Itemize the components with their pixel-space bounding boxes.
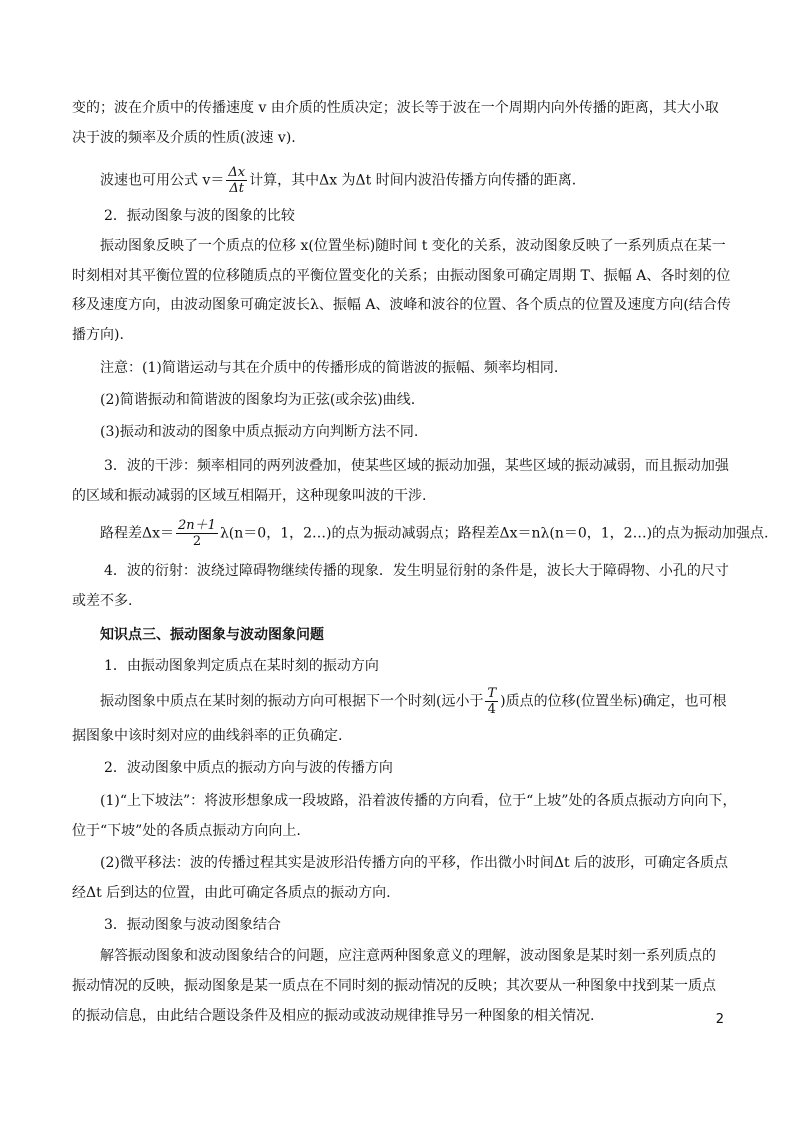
- formula-text: 路程差Δx＝: [100, 525, 175, 542]
- knowledge-point-title: 知识点三、振动图象与波动图象问题: [100, 627, 324, 643]
- formula-line-wave-speed: [100, 165, 724, 196]
- paragraph-line: 振动图象反映了一个质点的位移 x(位置坐标)随时间 t 变化的关系，波动图象反映了一系列质点在某一: [100, 238, 726, 254]
- method-line: (1)“上下坡法”：将波形想象成一段坡路，沿着波传播的方向看，位于“上坡”处的各质点振动方向向下，: [100, 793, 737, 809]
- formula-text: 计算，其中Δx 为Δt 时间内波沿传播方向传播的距离.: [249, 172, 577, 189]
- fraction-denominator: 2: [192, 534, 202, 549]
- paragraph-line: 变的；波在介质中的传播速度 v 由介质的性质决定；波长等于波在一个周期内向外传播的距离，其大小取: [72, 100, 719, 116]
- fraction-dx-dt: [226, 165, 247, 196]
- paragraph-line: 播方向).: [72, 327, 124, 343]
- section-heading: 3．振动图象与波动图象结合: [104, 917, 281, 933]
- note-line: 注意：(1)简谐运动与其在介质中的传播形成的简谐波的振幅、频率均相同.: [100, 360, 559, 376]
- paragraph-line: 或差不多.: [72, 593, 133, 609]
- section-heading: 2．波动图象中质点的振动方向与波的传播方向: [104, 760, 393, 776]
- paragraph-line: 决于波的频率及介质的性质(波速 v).: [72, 130, 296, 146]
- formula-line-path-difference: [100, 518, 769, 549]
- note-line: (3)振动和波动的图象中质点振动方向判断方法不同.: [100, 424, 419, 440]
- section-heading: 1．由振动图象判定质点在某时刻的振动方向: [104, 658, 379, 674]
- paragraph-line: 解答振动图象和波动图象结合的问题，应注意两种图象意义的理解，波动图象是某时刻一系列质点的: [100, 948, 716, 964]
- fraction-numerator: 2n＋1: [178, 518, 216, 533]
- paragraph-line: 3．波的干涉：频率相同的两列波叠加，使某些区域的振动加强，某些区域的振动减弱，而且振动加强: [104, 458, 729, 474]
- fraction-2n-plus-1-over-2: [176, 518, 218, 549]
- formula-text: 波速也可用公式 v＝: [100, 172, 225, 189]
- method-line: (2)微平移法：波的传播过程其实是波形沿传播方向的平移，作出微小时间Δt 后的波形，可确定各质点: [100, 855, 729, 871]
- fraction-T-over-4: [485, 686, 498, 717]
- formula-text: λ(n＝0，1，2…)的点为振动减弱点；路程差Δx＝nλ(n＝0，1，2…)的点为振动加强点.: [219, 525, 769, 542]
- paragraph-line: 位于“下坡”处的各质点振动方向向上.: [72, 823, 301, 839]
- fraction-denominator: 4: [487, 702, 496, 717]
- formula-line-period-quarter: [100, 686, 727, 717]
- fraction-numerator: T: [487, 686, 497, 701]
- paragraph-line: 经Δt 后到达的位置，由此可确定各质点的振动方向.: [72, 885, 391, 901]
- formula-text: )质点的位移(位置坐标)确定，也可根: [500, 693, 727, 710]
- fraction-denominator: Δt: [229, 181, 245, 196]
- paragraph-line: 据图象中该时刻对应的曲线斜率的正负确定.: [72, 728, 343, 744]
- paragraph-line: 移及速度方向，由波动图象可确定波长λ、振幅 A、波峰和波谷的位置、各个质点的位置及速度方向(结合传: [72, 297, 731, 313]
- paragraph-line: 振动情况的反映，振动图象是某一质点在不同时刻的振动情况的反映；其次要从一种图象中找到某一质点: [72, 978, 716, 994]
- note-line: (2)简谐振动和简谐波的图象均为正弦(或余弦)曲线.: [100, 392, 416, 408]
- paragraph-line: 的区域和振动减弱的区域互相隔开，这种现象叫波的干涉.: [72, 488, 427, 504]
- formula-text: 振动图象中质点在某时刻的振动方向可根据下一个时刻(远小于: [100, 693, 484, 710]
- paragraph-line: 4．波的衍射：波绕过障碍物继续传播的现象．发生明显衍射的条件是，波长大于障碍物、小孔的尺寸: [104, 563, 729, 579]
- page-number: 2: [715, 1012, 724, 1027]
- section-heading: 2．振动图象与波的图象的比较: [104, 208, 295, 224]
- paragraph-line: 的振动信息，由此结合题设条件及相应的振动或波动规律推导另一种图象的相关情况.: [72, 1008, 595, 1024]
- fraction-numerator: Δx: [228, 165, 246, 180]
- paragraph-line: 时刻相对其平衡位置的位移随质点的平衡位置变化的关系；由振动图象可确定周期 T、振幅 A、各时刻的位: [72, 268, 731, 284]
